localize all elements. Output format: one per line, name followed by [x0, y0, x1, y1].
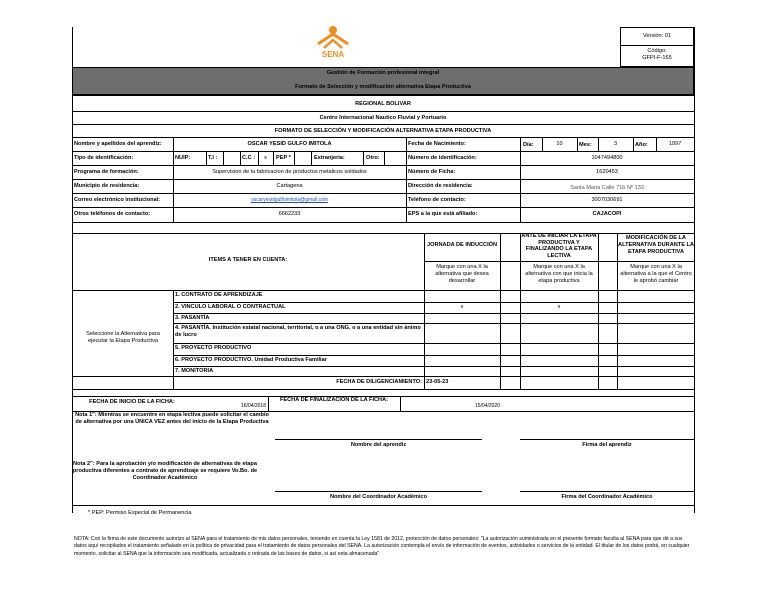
numero-id-label: Número de identificación:: [408, 155, 477, 161]
form-title: FORMATO DE SELECCIÓN Y MODIFICACIÓN ALTERNATIVA ETAPA PRODUCTIVA: [274, 128, 492, 134]
nombre-aprendiz-label: Nombre del aprendiz: [350, 442, 407, 448]
programa-label: Programa de formación:: [74, 169, 139, 175]
ficha-label: Número de Ficha:: [408, 169, 456, 175]
firma-coordinador-label: Firma del Coordinador Académico: [561, 494, 653, 500]
extranjeria-label: Extranjeria:: [314, 155, 345, 161]
col3-sub: Marque con una X la alternativa a la que el Centro le aprobó cambiar: [620, 264, 692, 284]
municipio-label: Municipio de residencia:: [74, 183, 140, 189]
items-header: ITEMS A TENER EN CUENTA:: [208, 257, 288, 263]
code-label: Código:: [647, 48, 667, 54]
otros-tel-label: Otros teléfonos de contacto:: [74, 211, 151, 217]
nacimiento-label: Fecha de Nacimiento:: [408, 141, 466, 147]
pep-note: * PEP: Permiso Especial de Permanencia: [88, 510, 192, 516]
inicio-label: FECHA DE INICIO DE LA FICHA:: [89, 399, 175, 405]
inicio-value[interactable]: 16/04/2018: [240, 403, 266, 409]
title-line-1: Gestión de Formación profesional integral: [326, 70, 440, 76]
col2-sub: Marque con una X la alternativa con que inicia la etapa productiva: [525, 264, 593, 284]
select-alternative-label: Seleccione la Alternativa para ejecutar la Etapa Productiva: [86, 331, 160, 344]
alt-row-6: 6. PROYECTO PRODUCTIVO. Unidad Productiva Familiar: [175, 357, 327, 363]
mes-value[interactable]: 3: [613, 141, 618, 147]
programa-value[interactable]: Supervision de la fabricacion de productos metalicos soldados: [212, 169, 367, 175]
direccion-value[interactable]: Santa Maria Calle 71b Nº 133: [570, 185, 644, 191]
alt-row-3: 3. PASANTÍA: [175, 315, 210, 321]
mes-label: Mes:: [579, 142, 592, 148]
alt-row-5: 5. PROYECTO PRODUCTIVO: [175, 345, 252, 351]
version-text: Versión: 01: [643, 33, 671, 39]
telefono-label: Teléfono de contacto:: [408, 197, 466, 203]
regional: REGIONAL BOLIVAR: [355, 101, 411, 107]
code-value: GFPI-F-165: [642, 55, 672, 61]
nota-2: Nota 2": Para la aprobación y/o modificación de alternativas de etapa productiva diferentes a contrato de aprendizaje se requiere Vo.Bo. de Coordinador Académico: [72, 461, 258, 481]
legal-note: NOTA: Con la firma de este documento autorizo al SENA para el tratamiento de mis datos personales, teniendo en cuenta la Ley 1581 de 2012, protección de datos personales: "La autorización suministrada en el presente formato faculta al SENA para que dé a sus datos aquí recopilados el tratamiento señalado en la política de privacidad para el tratamiento de datos personales del SENA. La autorización contempla el envío de información de eventos, actividades o servicios de la entidad. El titular de los datos podrá, en cualquier momento, solicitar al SENA que la información sea modificada, actualizada o retirada de las bases de datos, si así esta almacenada": [74, 536, 690, 557]
title-line-2: Formato de Selección y modificación alternativa Etapa Productiva: [295, 84, 471, 90]
eps-label: EPS a la que está afiliado:: [408, 211, 478, 217]
centro: Centro Internacional Nautico Fluvial y Portuario: [319, 115, 447, 121]
telefono-value[interactable]: 3007030691: [591, 197, 623, 203]
numero-id-value[interactable]: 1047494800: [591, 155, 623, 161]
ti-label: T.I :: [208, 155, 218, 161]
cc-label: C.C :: [242, 155, 256, 161]
alt-row-1: 1. CONTRATO DE APRENDIZAJE: [175, 292, 263, 298]
alt-row-4: 4. PASANTÍA. Institución estatal nacional, territorial, o a una ONG, o a una entidad sin ánimo de lucro: [175, 325, 421, 338]
firma-aprendiz-label: Firma del aprendiz: [582, 442, 632, 448]
fin-value[interactable]: 15/04/2020: [474, 403, 500, 409]
ano-label: Año:: [635, 142, 648, 148]
alt-row-7: 7. MONITORIA: [175, 368, 214, 374]
eps-value[interactable]: CAJACOPI: [592, 211, 622, 217]
alt-row-2-col1[interactable]: x: [460, 304, 464, 310]
nuip-label: NUIP:: [175, 155, 191, 161]
nombre-label: Nombre y apellidos del aprendiz:: [74, 141, 162, 147]
col3-title: MODIFICACIÓN DE LA ALTERNATIVA DURANTE LA ETAPA PRODUCTIVA: [618, 235, 694, 255]
otro-label: Otro:: [366, 155, 380, 161]
nombre-value[interactable]: OSCAR YESID GULFO IMITOLA: [247, 141, 332, 147]
tipo-label: Tipo de identificación:: [74, 155, 134, 161]
otros-tel-value[interactable]: 6662233: [278, 211, 301, 217]
sena-logo: [314, 24, 352, 60]
ano-value[interactable]: 1997: [668, 141, 682, 147]
diligenciamiento-value[interactable]: 23-05-23: [426, 379, 449, 385]
ficha-value[interactable]: 1620453: [596, 169, 618, 175]
direccion-label: Dirección de residencia:: [408, 183, 473, 189]
nombre-coordinador-label: Nombre del Coordinador Académico: [329, 494, 428, 500]
col1-sub: Marque con una X la alternativa que desea desarrollar: [435, 264, 489, 284]
pep-label: PEP *: [276, 155, 291, 161]
diligenciamiento-label: FECHA DE DILIGENCIAMIENTO:: [336, 379, 422, 385]
logo-text: SENA: [321, 50, 345, 59]
fin-label: FECHA DE FINALIZACIÓN DE LA FICHA:: [279, 397, 389, 403]
dia-label: Día:: [523, 142, 534, 148]
municipio-value[interactable]: Cartagena: [276, 183, 303, 189]
col2-title: ANTE DE INICIAR LA ETAPA PRODUCTIVA Y FINALIZANDO LA ETAPA LECTIVA: [521, 233, 597, 259]
cc-mark[interactable]: x: [264, 155, 267, 161]
correo-value[interactable]: oscaryesidgulfoimitola@gmail.com: [250, 197, 329, 203]
nota-1: Nota 1": Mientras se encuentre en etapa lectiva puede solicitar el cambio de alternativa por una ÚNICA VEZ antes del inicio de la Etapa Productiva: [75, 412, 269, 425]
alt-row-2-col2[interactable]: x: [557, 304, 561, 310]
col1-title: JORNADA DE INDUCCIÓN: [426, 242, 498, 248]
alt-row-2: 2. VINCULO LABORAL O CONTRACTUAL: [175, 304, 286, 310]
correo-label: Correo electrónico institucional:: [74, 197, 161, 203]
dia-value[interactable]: 10: [556, 141, 563, 147]
